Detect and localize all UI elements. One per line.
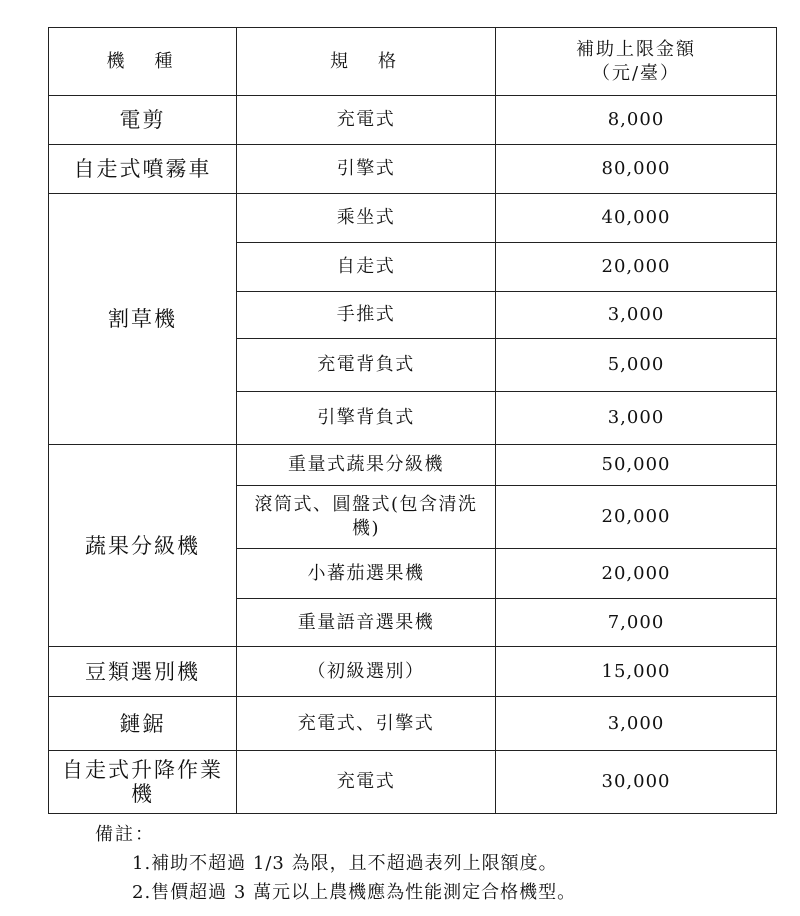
spec-cell: 充電式、引擎式 [237,697,496,751]
machine-cell: 割草機 [49,194,237,445]
amount-cell: 20,000 [496,243,777,292]
amount-cell: 3,000 [496,292,777,339]
table-row [49,751,777,814]
spec-cell: 乘坐式 [237,194,496,243]
spec-cell: 自走式 [237,243,496,292]
spec-cell: 小蕃茄選果機 [237,549,496,599]
machine-cell: 自走式升降作業機 [49,751,237,814]
spec-cell: 充電式 [237,96,496,145]
machine-cell: 鏈鋸 [49,697,237,751]
note-item-1: 1.補助不超過 1/3 為限，且不超過表列上限額度。 [132,853,558,874]
amount-cell: 20,000 [496,486,777,549]
table-row [49,697,777,751]
spec-cell: 重量語音選果機 [237,599,496,647]
spec-cell: 引擎背負式 [237,392,496,445]
amount-cell: 15,000 [496,647,777,697]
amount-cell: 80,000 [496,145,777,194]
table-row [49,445,777,486]
subsidy-table [48,27,777,814]
notes-title: 備註： [95,824,155,845]
machine-cell: 蔬果分級機 [49,445,237,647]
amount-cell: 50,000 [496,445,777,486]
machine-cell: 自走式噴霧車 [49,145,237,194]
machine-cell: 豆類選別機 [49,647,237,697]
header-amount [496,28,777,96]
notes-section [95,820,576,907]
amount-cell: 5,000 [496,339,777,392]
spec-cell: 滾筒式、圓盤式(包含清洗機) [237,486,496,549]
table-header-row [49,28,777,96]
header-machine: 機 種 [49,28,237,96]
spec-cell: 手推式 [237,292,496,339]
amount-cell: 20,000 [496,549,777,599]
spec-cell: 充電背負式 [237,339,496,392]
note-item-2: 2.售價超過 3 萬元以上農機應為性能測定合格機型。 [132,882,577,903]
header-amount-line2: （元/臺） [591,62,681,84]
amount-cell: 7,000 [496,599,777,647]
amount-cell: 8,000 [496,96,777,145]
spec-cell: 引擎式 [237,145,496,194]
amount-cell: 40,000 [496,194,777,243]
amount-cell: 3,000 [496,392,777,445]
table-row [49,194,777,243]
spec-cell: 充電式 [237,751,496,814]
header-amount-line1: 補助上限金額 [576,38,696,60]
machine-cell: 電剪 [49,96,237,145]
table-row [49,96,777,145]
header-spec: 規 格 [237,28,496,96]
subsidy-table-body [49,28,777,814]
spec-cell: 重量式蔬果分級機 [237,445,496,486]
table-row [49,145,777,194]
spec-cell: （初級選別） [237,647,496,697]
table-row [49,647,777,697]
amount-cell: 3,000 [496,697,777,751]
amount-cell: 30,000 [496,751,777,814]
